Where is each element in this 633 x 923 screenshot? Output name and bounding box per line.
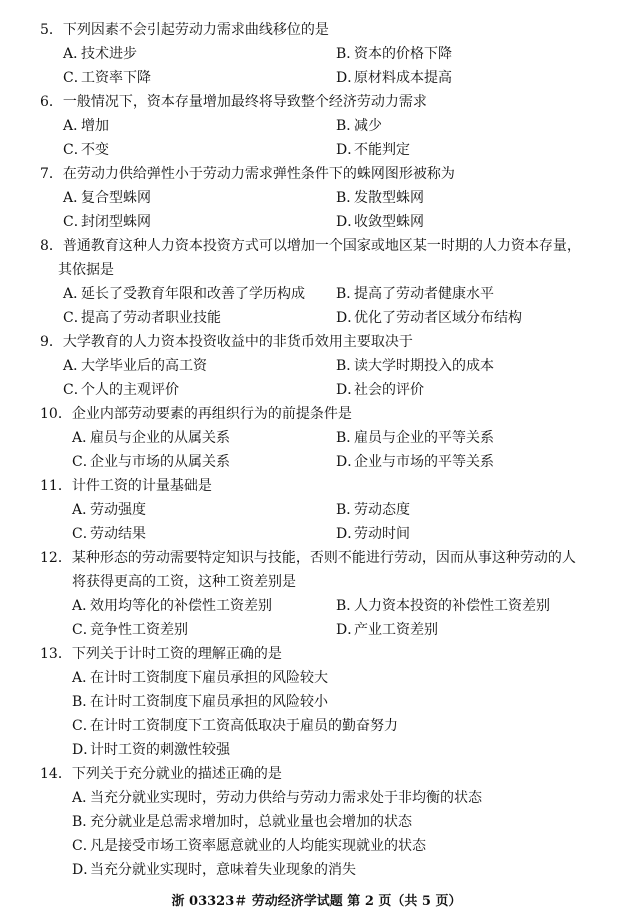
option-letter: C． bbox=[72, 454, 97, 470]
option-d bbox=[72, 742, 230, 758]
option-d bbox=[336, 70, 452, 86]
option-b bbox=[336, 190, 424, 206]
question-text: 计件工资的计量基础是 bbox=[71, 478, 212, 494]
option-letter: B． bbox=[336, 358, 361, 374]
option-b bbox=[336, 286, 494, 302]
option-letter: D． bbox=[72, 742, 98, 758]
option-text: 不变 bbox=[81, 142, 109, 158]
option-d bbox=[336, 622, 438, 638]
option-letter: D． bbox=[336, 142, 362, 158]
option-text: 提高了劳动者健康水平 bbox=[354, 286, 494, 302]
question-text: 某种形态的劳动需要特定知识与技能，否则不能进行劳动，因而从事这种劳动的人 bbox=[71, 550, 576, 566]
option-letter: A． bbox=[72, 430, 97, 446]
option-text: 提高了劳动者职业技能 bbox=[81, 310, 221, 326]
option-letter: C． bbox=[63, 310, 88, 326]
question-number: 6． bbox=[40, 94, 63, 110]
option-c bbox=[72, 454, 230, 470]
option-letter: A． bbox=[63, 118, 88, 134]
option-letter: A． bbox=[72, 670, 97, 686]
option-text: 在计时工资制度下工资高低取决于雇员的勤奋努力 bbox=[90, 718, 398, 734]
question-stem bbox=[40, 166, 455, 182]
option-text: 复合型蛛网 bbox=[81, 190, 151, 206]
option-b bbox=[336, 430, 494, 446]
option-text: 产业工资差别 bbox=[354, 622, 438, 638]
option-d bbox=[336, 526, 410, 542]
option-d bbox=[336, 382, 424, 398]
question-stem-continued: 其依据是 bbox=[58, 262, 114, 278]
option-text: 企业与市场的平等关系 bbox=[354, 454, 494, 470]
option-text: 减少 bbox=[354, 118, 382, 134]
option-b bbox=[336, 502, 410, 518]
option-b bbox=[336, 358, 494, 374]
option-letter: A． bbox=[72, 790, 97, 806]
question-stem bbox=[40, 766, 282, 782]
option-text: 社会的评价 bbox=[354, 382, 424, 398]
option-c bbox=[63, 214, 151, 230]
option-letter: C． bbox=[72, 838, 97, 854]
option-text: 资本的价格下降 bbox=[354, 46, 452, 62]
option-text: 不能判定 bbox=[354, 142, 410, 158]
option-text: 当充分就业实现时，意味着失业现象的消失 bbox=[90, 862, 356, 878]
option-letter: A． bbox=[72, 502, 97, 518]
option-a bbox=[63, 118, 109, 134]
option-c bbox=[63, 142, 109, 158]
question-text: 下列关于充分就业的描述正确的是 bbox=[71, 766, 282, 782]
option-letter: C． bbox=[72, 718, 97, 734]
option-text: 增加 bbox=[81, 118, 109, 134]
question-stem bbox=[40, 406, 352, 422]
option-letter: B． bbox=[72, 814, 97, 830]
option-text: 延长了受教育年限和改善了学历构成 bbox=[81, 286, 305, 302]
option-text: 劳动强度 bbox=[90, 502, 146, 518]
option-letter: A． bbox=[63, 46, 88, 62]
option-a bbox=[72, 790, 482, 806]
option-a bbox=[63, 286, 305, 302]
option-text: 雇员与企业的平等关系 bbox=[354, 430, 494, 446]
option-d bbox=[336, 142, 410, 158]
question-number: 9． bbox=[40, 334, 63, 350]
option-text: 在计时工资制度下雇员承担的风险较大 bbox=[90, 670, 328, 686]
question-text: 在劳动力供给弹性小于劳动力需求弹性条件下的蛛网图形被称为 bbox=[62, 166, 455, 182]
option-letter: D． bbox=[336, 382, 362, 398]
question-stem bbox=[40, 334, 413, 350]
question-text: 企业内部劳动要素的再组织行为的前提条件是 bbox=[71, 406, 352, 422]
option-a bbox=[72, 430, 230, 446]
option-text: 读大学时期投入的成本 bbox=[354, 358, 494, 374]
question-number: 7． bbox=[40, 166, 63, 182]
option-a bbox=[72, 598, 272, 614]
option-letter: C． bbox=[72, 622, 97, 638]
option-letter: C． bbox=[63, 382, 88, 398]
option-letter: D． bbox=[72, 862, 98, 878]
option-letter: A． bbox=[72, 598, 97, 614]
option-c bbox=[72, 718, 398, 734]
option-letter: C． bbox=[63, 142, 88, 158]
option-text: 凡是接受市场工资率愿意就业的人均能实现就业的状态 bbox=[90, 838, 426, 854]
option-text: 计时工资的刺激性较强 bbox=[90, 742, 230, 758]
option-b bbox=[336, 118, 382, 134]
option-letter: B． bbox=[336, 190, 361, 206]
question-number: 12． bbox=[40, 550, 72, 566]
option-letter: C． bbox=[63, 70, 88, 86]
option-letter: B． bbox=[336, 286, 361, 302]
option-letter: A． bbox=[63, 286, 88, 302]
option-letter: D． bbox=[336, 214, 362, 230]
option-c bbox=[72, 526, 146, 542]
option-letter: B． bbox=[336, 46, 361, 62]
question-text: 下列因素不会引起劳动力需求曲线移位的是 bbox=[62, 22, 329, 38]
option-letter: D． bbox=[336, 526, 362, 542]
option-text: 劳动结果 bbox=[90, 526, 146, 542]
option-text: 大学毕业后的高工资 bbox=[81, 358, 207, 374]
question-number: 5． bbox=[40, 22, 63, 38]
option-text: 劳动时间 bbox=[354, 526, 410, 542]
option-text: 发散型蛛网 bbox=[354, 190, 424, 206]
question-stem bbox=[40, 478, 212, 494]
option-text: 技术进步 bbox=[81, 46, 137, 62]
option-text: 竞争性工资差别 bbox=[90, 622, 188, 638]
option-a bbox=[63, 46, 137, 62]
option-c bbox=[72, 622, 188, 638]
option-letter: C． bbox=[63, 214, 88, 230]
option-d bbox=[336, 454, 494, 470]
option-text: 人力资本投资的补偿性工资差别 bbox=[354, 598, 550, 614]
option-b bbox=[72, 694, 328, 710]
question-stem bbox=[40, 238, 581, 254]
option-d bbox=[72, 862, 356, 878]
option-a bbox=[63, 190, 151, 206]
question-number: 10． bbox=[40, 406, 72, 422]
option-text: 收敛型蛛网 bbox=[354, 214, 424, 230]
option-text: 充分就业是总需求增加时，总就业量也会增加的状态 bbox=[90, 814, 412, 830]
question-stem bbox=[40, 550, 576, 566]
question-stem-continued: 将获得更高的工资，这种工资差别是 bbox=[72, 574, 296, 590]
option-letter: B． bbox=[336, 118, 361, 134]
option-text: 企业与市场的从属关系 bbox=[90, 454, 230, 470]
option-text: 雇员与企业的从属关系 bbox=[90, 430, 230, 446]
option-b bbox=[336, 46, 452, 62]
option-letter: D． bbox=[336, 454, 362, 470]
option-letter: D． bbox=[336, 70, 362, 86]
option-letter: C． bbox=[72, 526, 97, 542]
question-text: 普通教育这种人力资本投资方式可以增加一个国家或地区某一时期的人力资本存量， bbox=[62, 238, 581, 254]
option-a bbox=[72, 670, 328, 686]
question-stem bbox=[40, 94, 427, 110]
option-text: 当充分就业实现时，劳动力供给与劳动力需求处于非均衡的状态 bbox=[90, 790, 482, 806]
page-footer: 浙 03323＃ 劳动经济学试题 第 2 页（共 5 页） bbox=[171, 894, 462, 909]
question-text: 一般情况下，资本存量增加最终将导致整个经济劳动力需求 bbox=[62, 94, 427, 110]
option-text: 原材料成本提高 bbox=[354, 70, 452, 86]
option-text: 个人的主观评价 bbox=[81, 382, 179, 398]
question-number: 13． bbox=[40, 646, 72, 662]
option-c bbox=[63, 70, 151, 86]
option-text: 封闭型蛛网 bbox=[81, 214, 151, 230]
option-a bbox=[63, 358, 207, 374]
option-letter: B． bbox=[336, 502, 361, 518]
question-number: 14． bbox=[40, 766, 72, 782]
option-text: 优化了劳动者区域分布结构 bbox=[354, 310, 522, 326]
option-c bbox=[63, 382, 179, 398]
question-stem bbox=[40, 646, 282, 662]
option-letter: B． bbox=[336, 430, 361, 446]
question-number: 11． bbox=[40, 478, 72, 494]
question-number: 8． bbox=[40, 238, 63, 254]
option-text: 劳动态度 bbox=[354, 502, 410, 518]
option-letter: A． bbox=[63, 190, 88, 206]
option-letter: D． bbox=[336, 622, 362, 638]
option-d bbox=[336, 310, 522, 326]
option-c bbox=[72, 838, 426, 854]
option-c bbox=[63, 310, 221, 326]
option-d bbox=[336, 214, 424, 230]
question-stem bbox=[40, 22, 329, 38]
question-text: 大学教育的人力资本投资收益中的非货币效用主要取决于 bbox=[62, 334, 413, 350]
option-letter: B． bbox=[72, 694, 97, 710]
option-a bbox=[72, 502, 146, 518]
option-letter: A． bbox=[63, 358, 88, 374]
option-b bbox=[72, 814, 412, 830]
option-text: 工资率下降 bbox=[81, 70, 151, 86]
option-text: 效用均等化的补偿性工资差别 bbox=[90, 598, 272, 614]
option-letter: B． bbox=[336, 598, 361, 614]
question-text: 下列关于计时工资的理解正确的是 bbox=[71, 646, 282, 662]
option-letter: D． bbox=[336, 310, 362, 326]
option-text: 在计时工资制度下雇员承担的风险较小 bbox=[90, 694, 328, 710]
option-b bbox=[336, 598, 550, 614]
